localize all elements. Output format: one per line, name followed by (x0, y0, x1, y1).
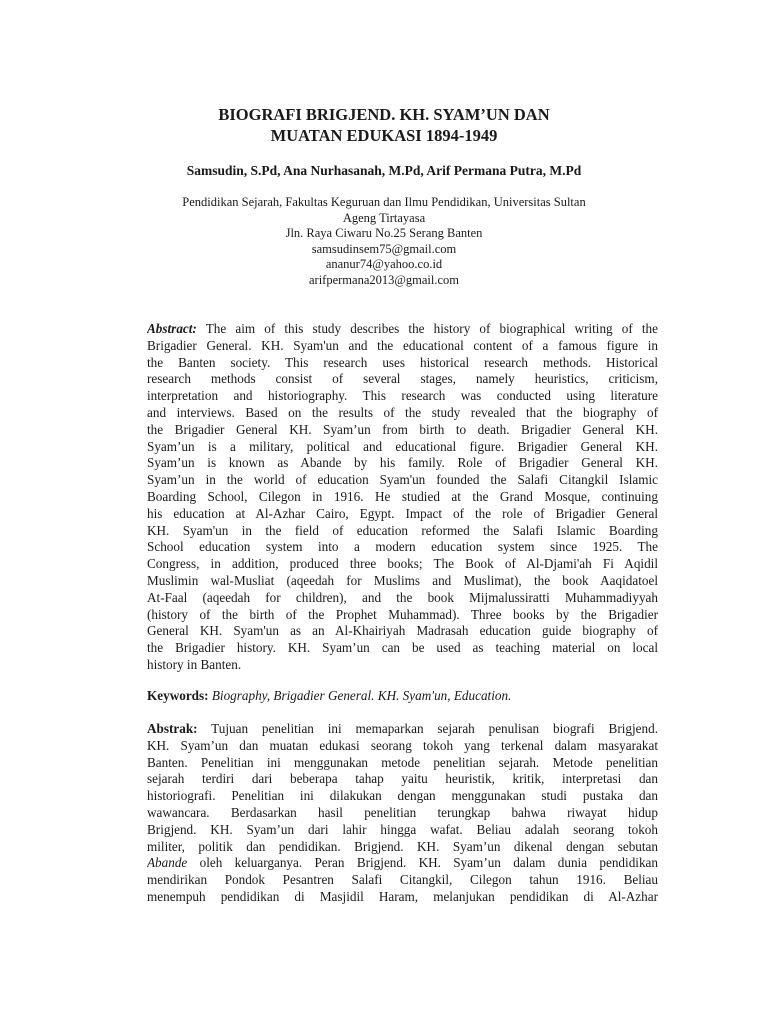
abstrak-line: Brigjend. KH. Syam’un dari lahir hingga wafat. Beliau adalah seorang tokoh (147, 821, 658, 837)
email-line: samsudinsem75@gmail.com (311, 241, 457, 256)
abstrak-line: menempuh pendidikan di Masjidil Haram, melanjukan pendidikan di Al-Azhar (147, 888, 658, 904)
abstract-line: the Brigadier history. KH. Syam’un can be used as teaching material on local (147, 640, 658, 656)
abstrak-line: KH. Syam’un dan muatan edukasi seorang tokoh yang terkenal dalam masyarakat (147, 737, 658, 753)
abstrak-line: Banten. Penelitian ini menggunakan metode penelitian sejarah. Metode penelitian (147, 754, 658, 770)
email-line: ananur74@yahoo.co.id (325, 257, 443, 271)
abstract-line: At-Faal (aqeedah for children), and the book Mijmalussiratti Muhammadiyyah (147, 589, 658, 605)
abstract-line: Abstract: The aim of this study describes the history of biographical writing of the (147, 321, 658, 336)
keywords-text: Biography, Brigadier General. KH. Syam'un, Education. (211, 688, 512, 703)
abstract-line: the Brigadier General KH. Syam’un from birth to death. Brigadier General KH. (147, 421, 658, 437)
abstract-line: School education system into a modern education system since 1925. The (147, 539, 658, 555)
abstract-line: his education at Al-Azhar Cairo, Egypt. Impact of the role of Brigadier General (147, 505, 658, 521)
email-line: arifpermana2013@gmail.com (309, 272, 459, 287)
abstract-line: Muslimin wal-Musliat (aqeedah for Muslims and Muslimat), the book Aaqidatoel (147, 572, 658, 588)
abstract-label: Abstract: (147, 321, 197, 336)
abstract-line: KH. Syam'un in the field of education reformed the Salafi Islamic Boarding (147, 522, 658, 538)
abstrak-line: militer, politik dan pendidikan. Brigjend. KH. Syam’un dikenal dengan sebutan (147, 838, 658, 854)
abstract-line: Boarding School, Cilegon in 1916. He studied at the Grand Mosque, continuing (147, 488, 658, 504)
keywords (147, 688, 658, 705)
abstrak-line: mendirikan Pondok Pesantren Salafi Citangkil, Cilegon tahun 1916. Beliau (147, 872, 658, 888)
abstract-line: and interviews. Based on the results of the study revealed that the biography of (147, 404, 658, 420)
paper-authors: Samsudin, S.Pd, Ana Nurhasanah, M.Pd, Arif Permana Putra, M.Pd (186, 163, 582, 178)
abstract-line: research methods consist of several stages, namely heuristics, criticism, (147, 371, 658, 387)
keywords-line (147, 688, 658, 705)
abstract-line: history in Banten. (147, 656, 242, 672)
abstract-english (147, 321, 658, 674)
abstrak-line: wawancara. Berdasarkan hasil penelitian terungkap bahwa riwayat hidup (147, 804, 658, 820)
abande-word: Abande (147, 855, 188, 871)
abstract-line: (history of the birth of the Prophet Muhammad). Three books by the Brigadier (147, 606, 658, 622)
author-affiliation (160, 195, 608, 288)
address-line: Jln. Raya Ciwaru No.25 Serang Banten (285, 226, 483, 240)
abstrak-line: historiografi. Penelitian ini dilakukan dengan menggunakan studi pustaka dan (147, 788, 658, 804)
abstract-line: Syam’un is known as Abande by his family. Role of Brigadier General KH. (147, 455, 658, 471)
abstract-line: Syam’un is a military, political and educational figure. Brigadier General KH. (147, 438, 658, 454)
keywords-label: Keywords: (147, 688, 209, 703)
abstract-line: interpretation and historiography. This research was conducted using literature (147, 388, 658, 404)
abstract-line: the Banten society. This research uses historical research methods. Historical (147, 354, 658, 370)
abstrak-line: Abstrak: Tujuan penelitian ini memaparkan sejarah penulisan biografi Brigjend. (147, 721, 658, 736)
abstract-line: Brigadier General. KH. Syam'un and the educational content of a famous figure in (147, 337, 658, 353)
abstrak-label: Abstrak: (147, 721, 198, 736)
abstrak-line: sejarah terdiri dari beberapa tahap yaitu heuristik, kritik, interpretasi dan (147, 771, 658, 787)
title-line: BIOGRAFI BRIGJEND. KH. SYAM’UN DAN (218, 105, 550, 124)
affiliation-line: Pendidikan Sejarah, Fakultas Keguruan dan Ilmu Pendidikan, Universitas Sultan (182, 195, 586, 209)
abstract-indonesian (147, 721, 658, 906)
affiliation-line: Ageng Tirtayasa (342, 210, 426, 225)
abstract-line: General KH. Syam'un as an Al-Khairiyah Madrasah education guide biography of (147, 623, 658, 639)
paper-title (0, 104, 768, 146)
abstrak-line: Abande oleh keluarganya. Peran Brigjend. KH. Syam’un dalam dunia pendidikan (147, 855, 658, 871)
abstract-line: Syam’un in the world of education Syam'un founded the Salafi Citangkil Islamic (147, 472, 658, 488)
abstract-line: Congress, in addition, produced three books; The Book of Al-Djami'ah Fi Aqidil (147, 556, 658, 572)
title-line: MUATAN EDUKASI 1894-1949 (270, 126, 498, 145)
